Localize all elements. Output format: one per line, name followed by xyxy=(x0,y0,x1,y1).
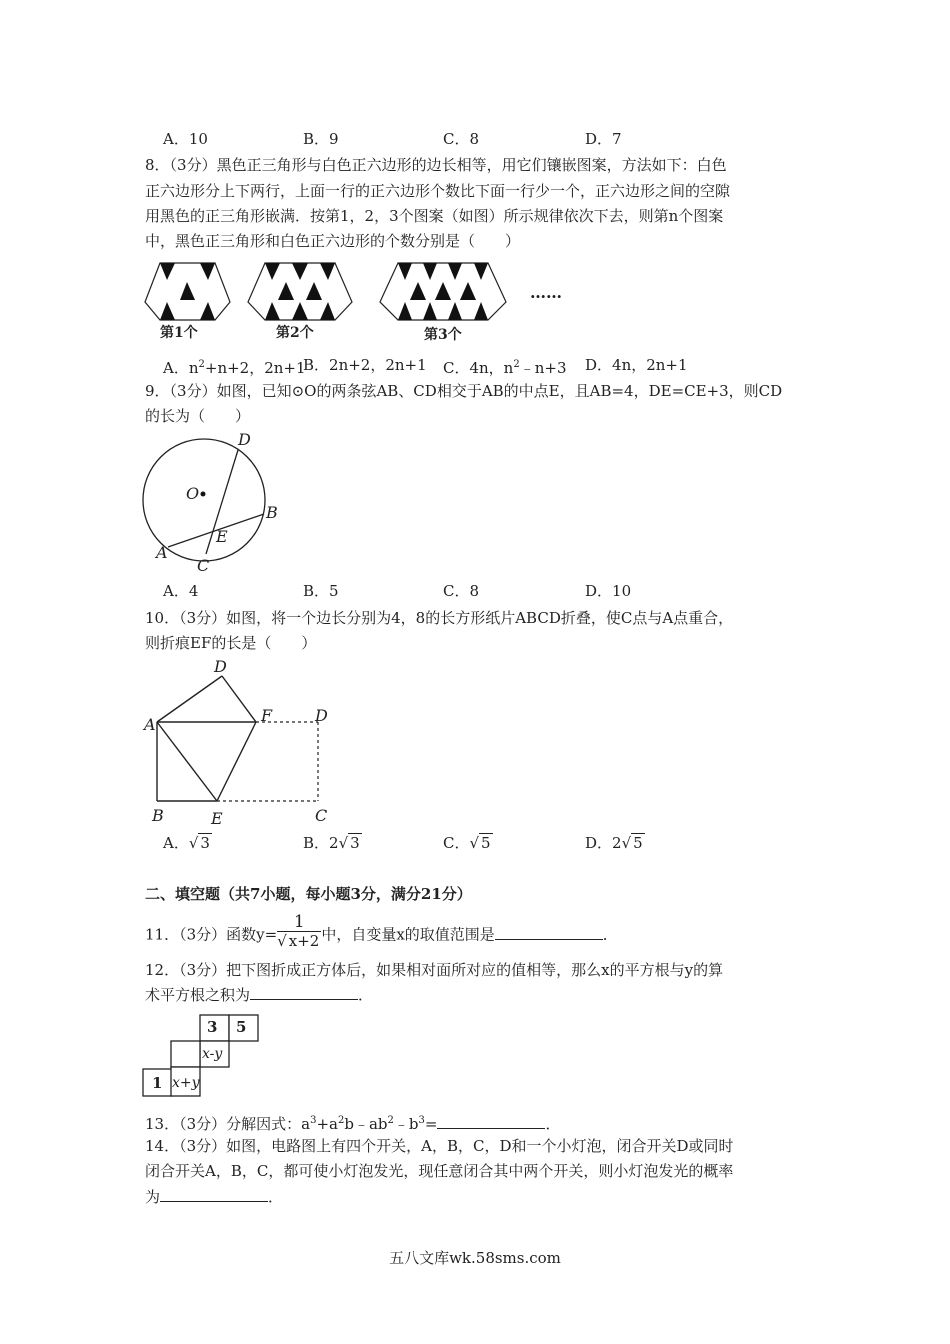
q9-line-1: 9．（3分）如图，已知⊙O的两条弦AB、CD相交于AB的中点E，且AB=4，DE=CE+3，则CD xyxy=(145,382,783,400)
q12-cell-3: 3 xyxy=(207,1018,218,1036)
q8-line-2: 正六边形分上下两行，上面一行的正六边形个数比下面一行少一个，正六边形之间的空隙 xyxy=(145,182,731,200)
q8-ellipsis: …… xyxy=(530,283,562,302)
q8-label-1: 第1个 xyxy=(160,325,198,341)
q9-option-b: B．5 xyxy=(303,582,339,600)
q12-line-2: 术平方根之积为 ． xyxy=(145,986,374,1004)
q9-option-d: D．10 xyxy=(585,582,632,600)
center-dot xyxy=(201,492,206,497)
q10-line-2: 则折痕EF的长是（ ） xyxy=(145,634,317,652)
folded-df xyxy=(222,676,256,722)
q14-answer-blank[interactable] xyxy=(160,1187,268,1202)
q11-fraction: $\frac{1}{√ x+2}$ xyxy=(277,912,320,950)
q10-label-f: F xyxy=(261,706,273,725)
q10-label-d-folded: D xyxy=(214,657,227,676)
q10-fold-figure xyxy=(140,655,340,830)
q8-option-a: A．$n^2+n+2$，2n+1 xyxy=(163,359,306,377)
q10-label-e: E xyxy=(211,809,223,828)
q9-label-a: A xyxy=(156,543,168,562)
q9-label-d: D xyxy=(238,430,251,449)
q12-cell-x-minus-y: x-y xyxy=(202,1046,223,1062)
q12-line-1: 12．（3分）把下图折成正方体后，如果相对面所对应的值相等，那么x的平方根与y的算 xyxy=(145,961,724,979)
q11-line: 11．（3分）函数y= $\frac{1}{√ x+2}$ 中，自变量x的取值范围是 ． xyxy=(145,912,618,950)
crease-ef xyxy=(217,722,256,801)
q9-option-c: C．8 xyxy=(443,582,480,600)
line-ae xyxy=(157,722,217,801)
q9-label-b: B xyxy=(266,503,278,522)
folded-ad xyxy=(157,676,222,722)
q10-label-b: B xyxy=(152,806,164,825)
q8-tessellation-figure xyxy=(140,258,580,346)
q7-option-a: A．10 xyxy=(163,130,208,148)
q10-option-c: C．√ 5 xyxy=(443,834,491,852)
q8-option-c: C．4n，$n^2﹣n+3$ xyxy=(443,359,567,377)
q8-line-3: 用黑色的正三角形嵌满．按第1，2，3个图案（如图）所示规律依次下去，则第n个图案 xyxy=(145,207,724,225)
q12-cell-1: 1 xyxy=(152,1074,163,1092)
q10-option-b: B．2√ 3 xyxy=(303,834,360,852)
q8-option-b: B．2n+2，2n+1 xyxy=(303,356,427,374)
q7-option-b: B．9 xyxy=(303,130,339,148)
q12-cell-x-plus-y: x+y xyxy=(172,1075,200,1091)
q10-option-a: A．√ 3 xyxy=(163,834,210,852)
q9-line-2: 的长为（ ） xyxy=(145,407,251,425)
q10-label-c: C xyxy=(315,806,328,825)
q10-option-d: D．2√ 5 xyxy=(585,834,643,852)
q9-label-e: E xyxy=(216,527,228,546)
q7-option-d: D．7 xyxy=(585,130,622,148)
q9-label-c: C xyxy=(197,556,210,575)
q10-line-1: 10．（3分）如图，将一个边长分别为4，8的长方形纸片ABCD折叠，使C点与A点重合， xyxy=(145,609,734,627)
q8-line-4: 中，黑色正三角形和白色正六边形的个数分别是（ ） xyxy=(145,232,521,250)
q8-label-2: 第2个 xyxy=(276,325,314,341)
q10-label-d: D xyxy=(315,706,328,725)
q9-label-o: O xyxy=(186,484,200,503)
q12-answer-blank[interactable] xyxy=(250,985,358,1000)
q12-cell-5: 5 xyxy=(236,1018,247,1036)
q8-line-1: 8．（3分）黑色正三角形与白色正六边形的边长相等，用它们镶嵌图案，方法如下：白色 xyxy=(145,156,727,174)
q9-option-a: A．4 xyxy=(163,582,199,600)
page-footer: 五八文库wk.58sms.com xyxy=(389,1249,561,1267)
q11-answer-blank[interactable] xyxy=(495,925,603,940)
q14-line-1: 14．（3分）如图，电路图上有四个开关，A，B，C，D和一个小灯泡，闭合开关D或同时 xyxy=(145,1137,734,1155)
section-2-heading: 二、填空题（共7小题，每小题3分，满分21分） xyxy=(145,885,472,903)
q10-label-a: A xyxy=(144,715,156,734)
q14-line-3: 为 ． xyxy=(145,1188,284,1206)
q7-option-c: C．8 xyxy=(443,130,480,148)
q13-line: 13．（3分）分解因式：$a^3+a^2b﹣ab^2﹣b^3=$ ． xyxy=(145,1115,561,1133)
q8-option-d: D．4n，2n+1 xyxy=(585,356,688,374)
q8-label-3: 第3个 xyxy=(424,327,462,343)
q13-answer-blank[interactable] xyxy=(437,1114,545,1129)
q14-line-2: 闭合开关A，B，C，都可使小灯泡发光，现任意闭合其中两个开关，则小灯泡发光的概率 xyxy=(145,1162,734,1180)
